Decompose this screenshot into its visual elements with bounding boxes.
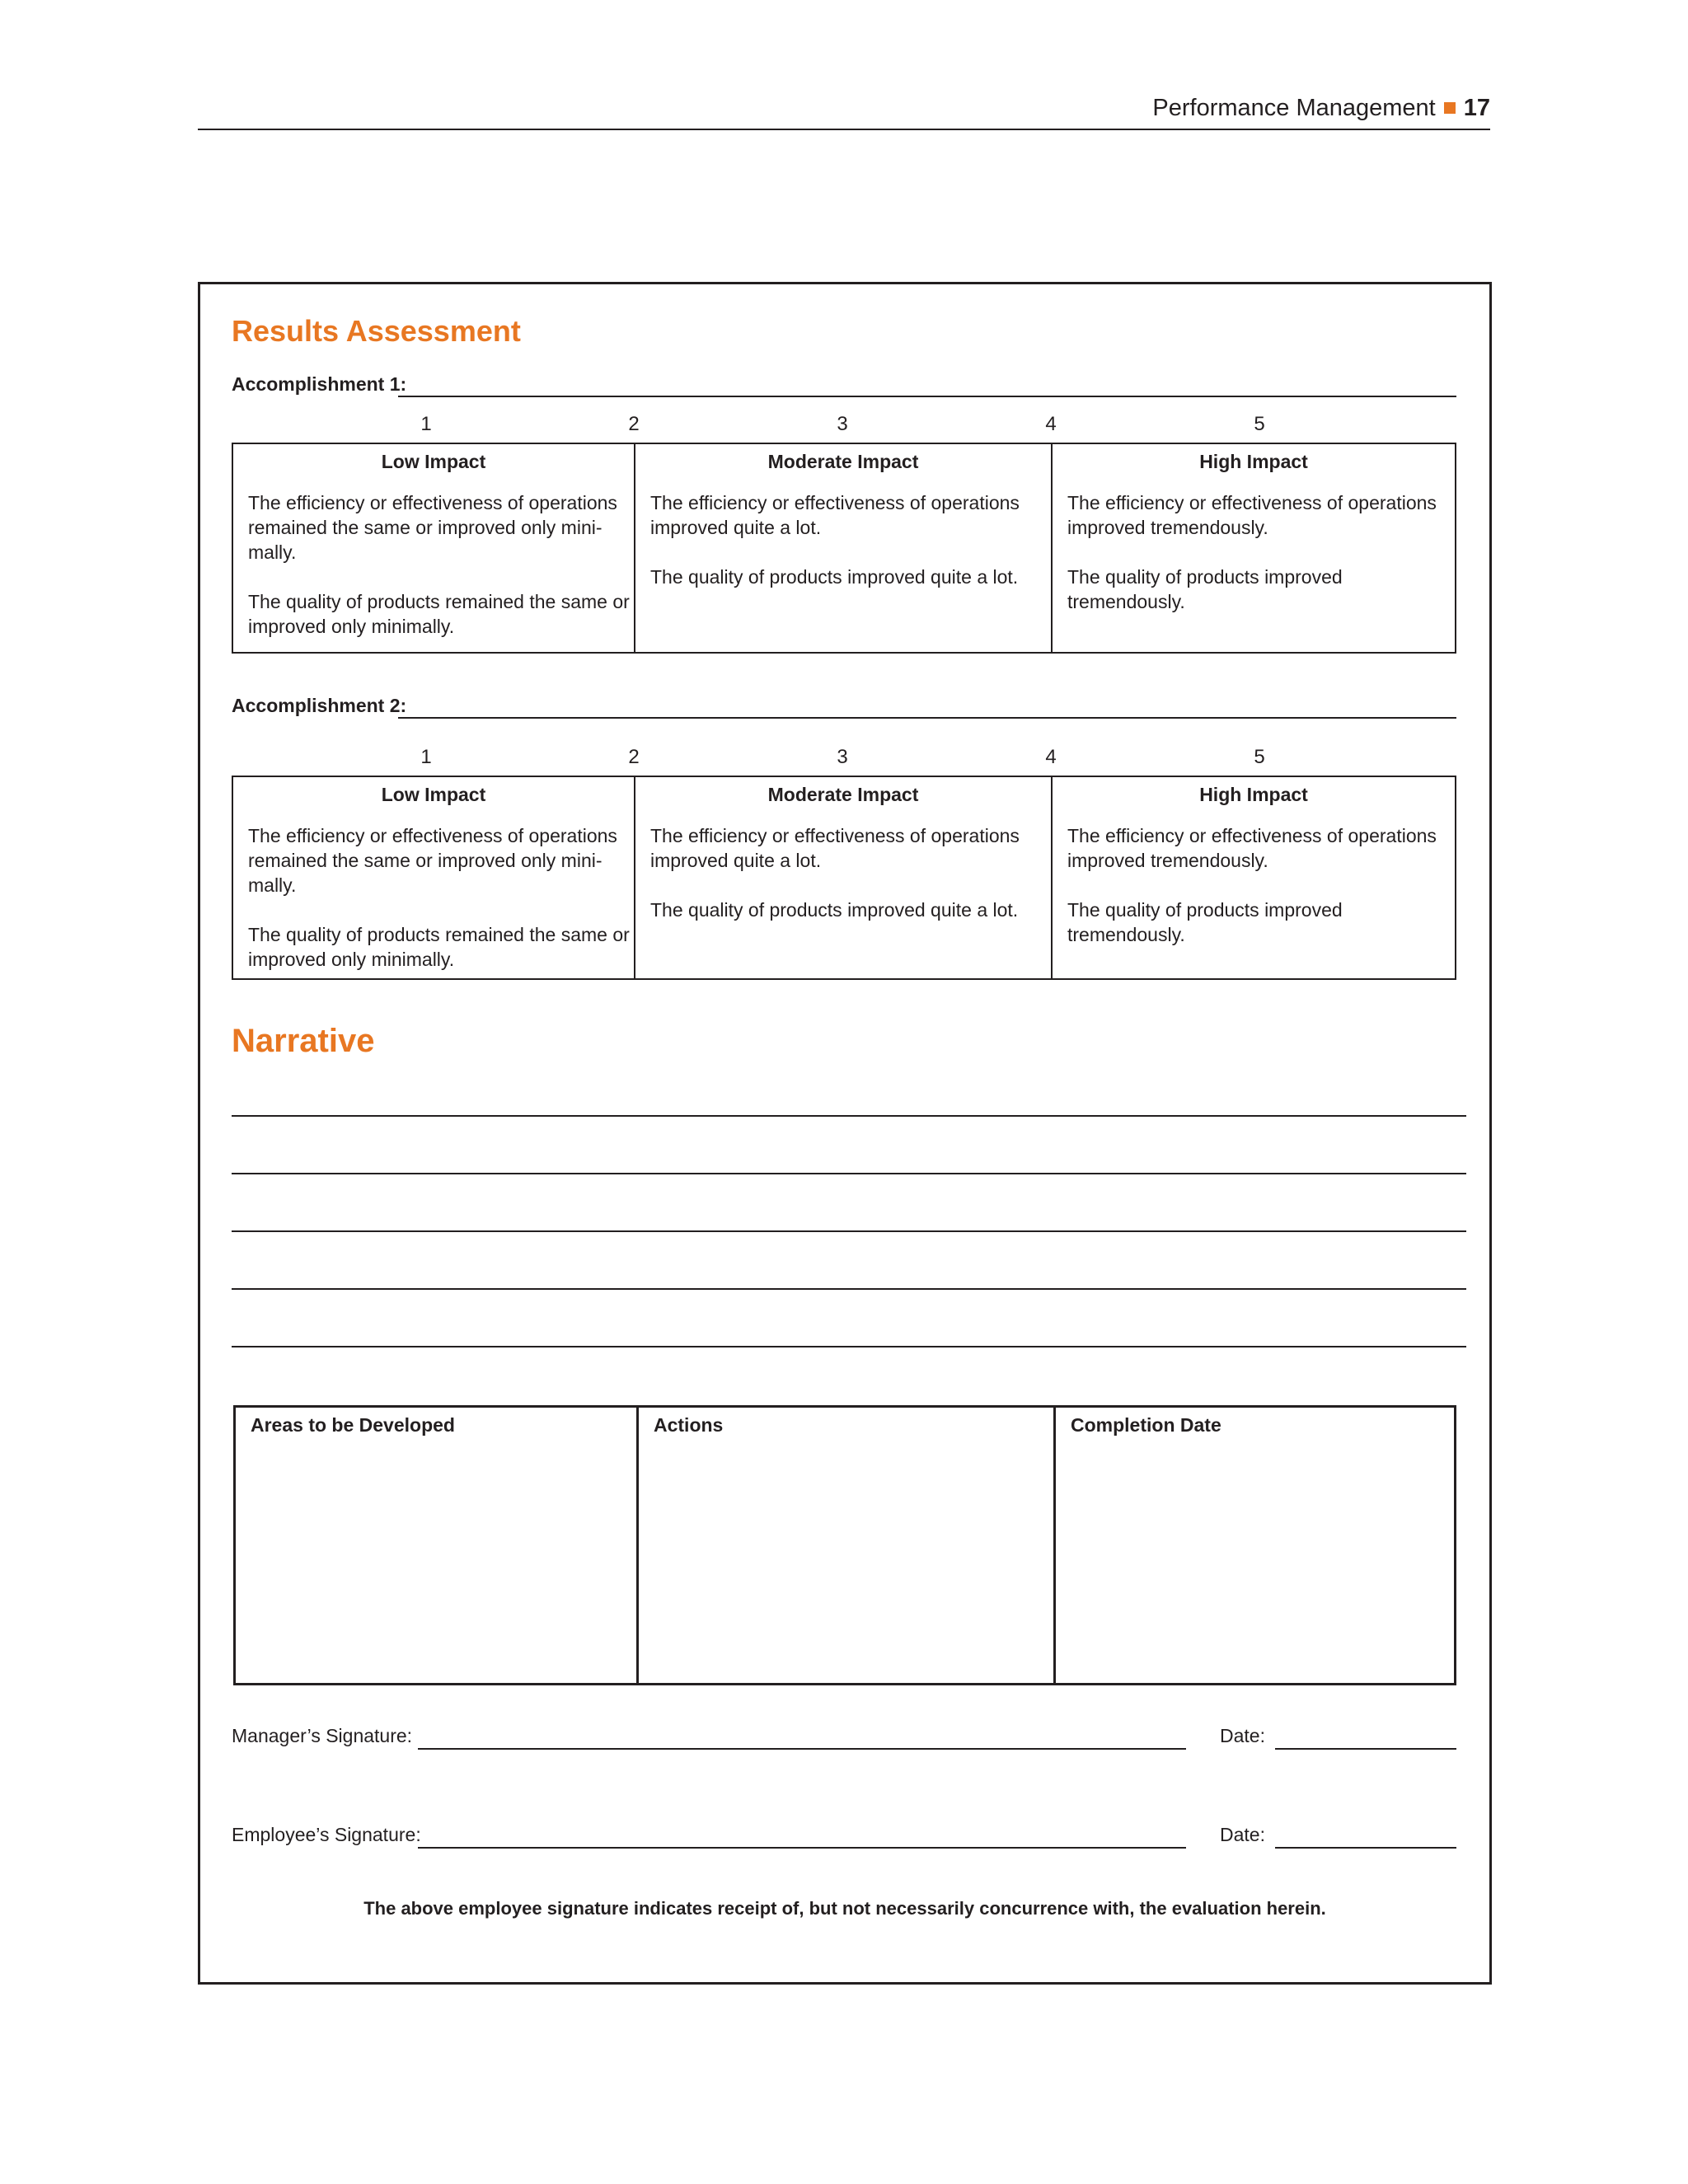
- efficiency-text: The efficiency or effectiveness of operations improved quite a lot.: [650, 492, 1020, 538]
- column-heading: High Impact: [1199, 784, 1308, 805]
- areas-column[interactable]: [236, 1408, 636, 1683]
- efficiency-text: The efficiency or effectiveness of operations remained the same or improved only mini-mally.: [248, 492, 617, 563]
- narrative-line[interactable]: [232, 1230, 1466, 1232]
- narrative-line[interactable]: [232, 1288, 1466, 1290]
- column-heading: Moderate Impact: [767, 784, 919, 805]
- column-text: [233, 823, 634, 972]
- scale-4: 4: [1045, 746, 1057, 768]
- scale-3: 3: [837, 746, 848, 768]
- completion-date-column[interactable]: [1053, 1408, 1454, 1683]
- efficiency-text: The efficiency or effectiveness of operations improved tremendously.: [1067, 825, 1437, 871]
- narrative-line[interactable]: [232, 1346, 1466, 1347]
- page-number: 17: [1463, 95, 1490, 121]
- column-text: [233, 490, 634, 639]
- actions-heading: Actions: [654, 1414, 724, 1436]
- scale-4: 4: [1045, 413, 1057, 435]
- column-heading: Low Impact: [381, 451, 486, 472]
- employee-date-label: Date:: [1220, 1824, 1265, 1845]
- quality-text: The quality of products remained the same or improved only minimally.: [248, 924, 630, 970]
- column-text: [1053, 823, 1455, 947]
- manager-date-field[interactable]: [1275, 1748, 1456, 1750]
- manager-signature-field[interactable]: [418, 1748, 1186, 1750]
- narrative-title: Narrative: [232, 1023, 375, 1059]
- low-impact-column: [233, 777, 634, 978]
- narrative-line[interactable]: [232, 1115, 1466, 1117]
- areas-heading: Areas to be Developed: [251, 1414, 455, 1436]
- column-heading: Moderate Impact: [767, 451, 919, 472]
- actions-column[interactable]: [636, 1408, 1053, 1683]
- quality-text: The quality of products improved quite a lot.: [650, 899, 1019, 921]
- results-title: Results Assessment: [232, 314, 521, 348]
- scale-5: 5: [1254, 746, 1265, 768]
- quality-text: The quality of products improved tremendously.: [1067, 899, 1343, 945]
- scale-2: 2: [628, 746, 640, 768]
- signature-note: The above employee signature indicates receipt of, but not necessarily concurrence with, the evaluation herein.: [363, 1898, 1326, 1919]
- form-frame: [198, 282, 1492, 1985]
- moderate-impact-column: [634, 444, 1051, 652]
- rating-table-2: [232, 776, 1456, 980]
- completion-date-heading: Completion Date: [1071, 1414, 1221, 1436]
- manager-date-label: Date:: [1220, 1725, 1265, 1746]
- column-text: [635, 823, 1051, 922]
- section-title: Performance Management: [1152, 95, 1436, 121]
- scale-1: 1: [420, 746, 432, 768]
- low-impact-column: [233, 444, 634, 652]
- efficiency-text: The efficiency or effectiveness of operations improved tremendously.: [1067, 492, 1437, 538]
- header-inner: [1152, 94, 1490, 122]
- accomplishment-1-field[interactable]: [398, 396, 1456, 397]
- column-text: [1053, 490, 1455, 614]
- page-header: [198, 89, 1490, 130]
- employee-signature-label: Employee’s Signature:: [232, 1824, 421, 1845]
- scale-3: 3: [837, 413, 848, 435]
- scale-5: 5: [1254, 413, 1265, 435]
- column-text: [635, 490, 1051, 589]
- quality-text: The quality of products improved tremendously.: [1067, 566, 1343, 612]
- efficiency-text: The efficiency or effectiveness of operations improved quite a lot.: [650, 825, 1020, 871]
- quality-text: The quality of products remained the same or improved only minimally.: [248, 591, 630, 637]
- accomplishment-1-label: Accomplishment 1:: [232, 373, 407, 395]
- narrative-line[interactable]: [232, 1173, 1466, 1174]
- employee-date-field[interactable]: [1275, 1847, 1456, 1849]
- development-table: [233, 1405, 1456, 1685]
- manager-signature-label: Manager’s Signature:: [232, 1725, 413, 1746]
- high-impact-column: [1051, 777, 1455, 978]
- moderate-impact-column: [634, 777, 1051, 978]
- column-heading: Low Impact: [381, 784, 486, 805]
- employee-signature-field[interactable]: [418, 1847, 1186, 1849]
- orange-square-icon: [1444, 102, 1456, 114]
- scale-2: 2: [628, 413, 640, 435]
- accomplishment-2-label: Accomplishment 2:: [232, 695, 407, 716]
- column-heading: High Impact: [1199, 451, 1308, 472]
- scale-1: 1: [420, 413, 432, 435]
- rating-table-1: [232, 443, 1456, 654]
- accomplishment-2-field[interactable]: [398, 717, 1456, 719]
- high-impact-column: [1051, 444, 1455, 652]
- efficiency-text: The efficiency or effectiveness of operations remained the same or improved only mini-mally.: [248, 825, 617, 896]
- quality-text: The quality of products improved quite a lot.: [650, 566, 1019, 588]
